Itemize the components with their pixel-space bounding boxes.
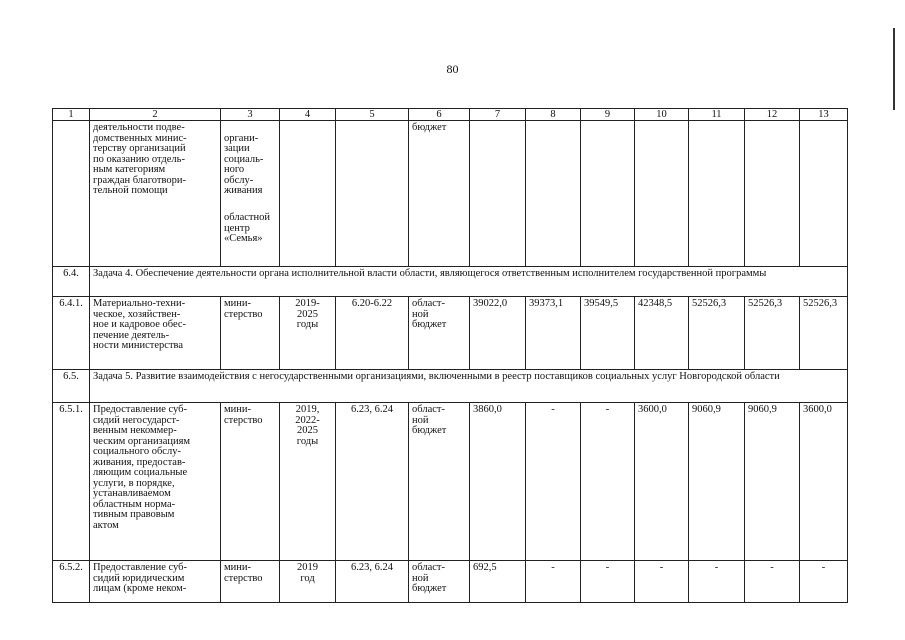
col-header-5: 5 <box>336 109 409 121</box>
value-cell: 52526,3 <box>800 297 848 370</box>
value-cell: 3600,0 <box>800 403 848 561</box>
col-header-10: 10 <box>635 109 689 121</box>
value-cell: - <box>581 403 635 561</box>
column-number-row <box>53 109 848 121</box>
term-cell <box>280 121 336 267</box>
activity-description: Предоставление суб- сидий юридическим лицам (кроме неком- <box>90 561 221 603</box>
col-header-13: 13 <box>800 109 848 121</box>
activity-description: деятельности подве- домственных минис- терству организаций по оказанию отдель- ным категориям граждан благотвори- тельной помощи <box>90 121 221 267</box>
funding-source: област- ной бюджет <box>409 561 470 603</box>
value-cell: - <box>689 561 745 603</box>
task-number: 6.5. <box>53 370 90 403</box>
executor-cell <box>221 121 280 267</box>
value-cell: 52526,3 <box>689 297 745 370</box>
row-number: 6.5.2. <box>53 561 90 603</box>
col-header-11: 11 <box>689 109 745 121</box>
table-row-641 <box>53 297 848 370</box>
task-text: Задача 5. Развитие взаимодействия с негосударственными организациями, включенными в реестр поставщиков социальных услуг Новгородской области <box>90 370 848 403</box>
value-cell: - <box>581 561 635 603</box>
task-row-4 <box>53 267 848 297</box>
funding-source: област- ной бюджет <box>409 403 470 561</box>
indicator-ref: 6.23, 6.24 <box>336 403 409 561</box>
value-cell: 692,5 <box>470 561 526 603</box>
term: 2019, 2022- 2025 годы <box>280 403 336 561</box>
activity-description: Материально-техни- ческое, хозяйствен- ное и кадровое обес- печение деятель- ности министерства <box>90 297 221 370</box>
task-number: 6.4. <box>53 267 90 297</box>
row-number-cell <box>53 121 90 267</box>
value-cell: 39373,1 <box>526 297 581 370</box>
table-row-continued <box>53 121 848 267</box>
table-row-651 <box>53 403 848 561</box>
executor-line-b: областной центр «Семья» <box>224 212 270 244</box>
executor: мини- стерство <box>221 561 280 603</box>
indicator-ref: 6.20-6.22 <box>336 297 409 370</box>
executor: мини- стерство <box>221 403 280 561</box>
value-cell: 52526,3 <box>745 297 800 370</box>
col-header-7: 7 <box>470 109 526 121</box>
term: 2019- 2025 годы <box>280 297 336 370</box>
value-cell: 39549,5 <box>581 297 635 370</box>
indicator-cell <box>336 121 409 267</box>
executor: мини- стерство <box>221 297 280 370</box>
value-cell: 42348,5 <box>635 297 689 370</box>
col-header-8: 8 <box>526 109 581 121</box>
col-header-3: 3 <box>221 109 280 121</box>
row-number: 6.5.1. <box>53 403 90 561</box>
funding-source: бюджет <box>409 121 470 267</box>
value-cell: 9060,9 <box>689 403 745 561</box>
page-number: 80 <box>446 62 459 76</box>
activity-description: Предоставление суб- сидий негосударст- венным некоммер- ческим организациям социального обслу- живания, предостав- ляющим социальные услуги, в порядке, устанавливаемом областным норма- тивным правовым актом <box>90 403 221 561</box>
executor-line-a: органи- зации социаль- ного обслу- живания <box>224 132 264 196</box>
col-header-6: 6 <box>409 109 470 121</box>
term: 2019 год <box>280 561 336 603</box>
col-header-9: 9 <box>581 109 635 121</box>
value-cell: 39022,0 <box>470 297 526 370</box>
value-cell: 3600,0 <box>635 403 689 561</box>
value-cell: 9060,9 <box>745 403 800 561</box>
row-number: 6.4.1. <box>53 297 90 370</box>
task-row-5 <box>53 370 848 403</box>
col-header-2: 2 <box>90 109 221 121</box>
indicator-ref: 6.23, 6.24 <box>336 561 409 603</box>
table-row-652 <box>53 561 848 603</box>
value-cell: 3860,0 <box>470 403 526 561</box>
program-table <box>52 108 848 603</box>
value-cell: - <box>526 403 581 561</box>
value-cell: - <box>635 561 689 603</box>
col-header-12: 12 <box>745 109 800 121</box>
col-header-4: 4 <box>280 109 336 121</box>
funding-source: област- ной бюджет <box>409 297 470 370</box>
value-cell: - <box>800 561 848 603</box>
col-header-1: 1 <box>53 109 90 121</box>
value-cell: - <box>526 561 581 603</box>
value-cell: - <box>745 561 800 603</box>
task-text: Задача 4. Обеспечение деятельности органа исполнительной власти области, являющегося ответственным исполнителем государственной программы <box>90 267 848 297</box>
